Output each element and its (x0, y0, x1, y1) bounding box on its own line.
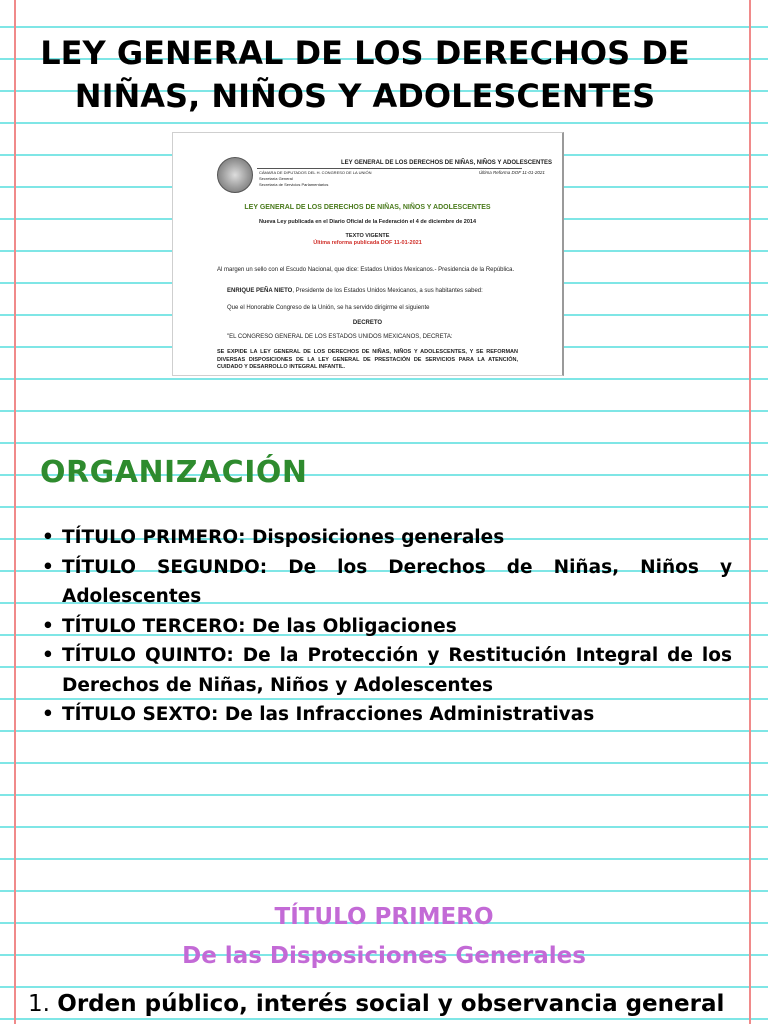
list-item: • TÍTULO TERCERO: De las Obligaciones (40, 612, 732, 642)
law-document-image (172, 132, 564, 376)
doc-header-left-line-1: CÁMARA DE DIPUTADOS DEL H. CONGRESO DE LA UNIÓN (259, 170, 372, 175)
page-title-line-2: NIÑAS, NIÑOS Y ADOLESCENTES (74, 77, 656, 115)
doc-decreto-heading: DECRETO (352, 320, 383, 326)
list-item: • TÍTULO SEXTO: De las Infracciones Administrativas (40, 700, 732, 730)
doc-ultima-reforma: Última reforma publicada DOF 11-01-2021 (313, 240, 422, 246)
doc-publication-note: Nueva Ley publicada en el Diario Oficial de la Federación el 4 de diciembre de 2014 (258, 219, 477, 225)
numbered-item-text: Orden público, interés social y observancia general (57, 991, 725, 1017)
numbered-item-number: 1. (28, 991, 50, 1017)
doc-header-reform-date: Última Reforma DOF 11-01-2021 (479, 170, 545, 175)
doc-header-left-line-3: Secretaría de Servicios Parlamentarios (259, 182, 329, 187)
doc-texto-vigente: TEXTO VIGENTE (345, 233, 390, 239)
list-item: • TÍTULO SEGUNDO: De los Derechos de Niñas, Niños y Adolescentes (40, 553, 732, 612)
list-item: • TÍTULO QUINTO: De la Protección y Restitución Integral de los Derechos de Niñas, Niños y Adolescentes (40, 641, 732, 700)
notebook-margin-right (749, 0, 751, 1024)
numbered-item (28, 991, 724, 1017)
doc-president-name: ENRIQUE PEÑA NIETO (227, 288, 293, 294)
list-item: • TÍTULO PRIMERO: Disposiciones generales (40, 523, 732, 553)
doc-header-divider (257, 168, 522, 169)
titulo-primero-heading: TÍTULO PRIMERO (274, 904, 494, 930)
doc-paragraph-president (227, 288, 483, 294)
doc-paragraph-expide: SE EXPIDE LA LEY GENERAL DE LOS DERECHOS DE NIÑAS, NIÑOS Y ADOLESCENTES, Y SE REFORMAN DIVERSAS DISPOSICIONES DE LA LEY GENERAL DE PRESTACIÓN DE SERVICIOS PARA LA ATENCIÓN, CUIDADO Y DESARROLLO INTEGRAL INFANTIL. (217, 349, 518, 370)
doc-paragraph-seal: Al margen un sello con el Escudo Nacional, que dice: Estados Unidos Mexicanos.- Presidencia de la República. (217, 267, 515, 273)
doc-main-title: LEY GENERAL DE LOS DERECHOS DE NIÑAS, NIÑOS Y ADOLESCENTES (244, 204, 491, 211)
organization-heading: ORGANIZACIÓN (40, 455, 308, 490)
doc-header-title: LEY GENERAL DE LOS DERECHOS DE NIÑAS, NIÑOS Y ADOLESCENTES (341, 160, 553, 166)
doc-header-left (259, 170, 371, 188)
page-title (40, 32, 690, 118)
doc-paragraph-congress: Que el Honorable Congreso de la Unión, se ha servido dirigirme el siguiente (227, 305, 430, 311)
titulo-primero-subheading: De las Disposiciones Generales (182, 943, 586, 969)
national-seal-icon (217, 157, 253, 193)
organization-list (40, 523, 732, 730)
notebook-margin-left (14, 0, 16, 1024)
doc-paragraph-decreta: "EL CONGRESO GENERAL DE LOS ESTADOS UNIDOS MEXICANOS, DECRETA: (227, 334, 453, 340)
doc-president-rest: , Presidente de los Estados Unidos Mexicanos, a sus habitantes sabed: (292, 288, 483, 294)
doc-header-left-line-2: Secretaría General (259, 176, 293, 181)
page-title-line-1: LEY GENERAL DE LOS DERECHOS DE (40, 34, 690, 72)
